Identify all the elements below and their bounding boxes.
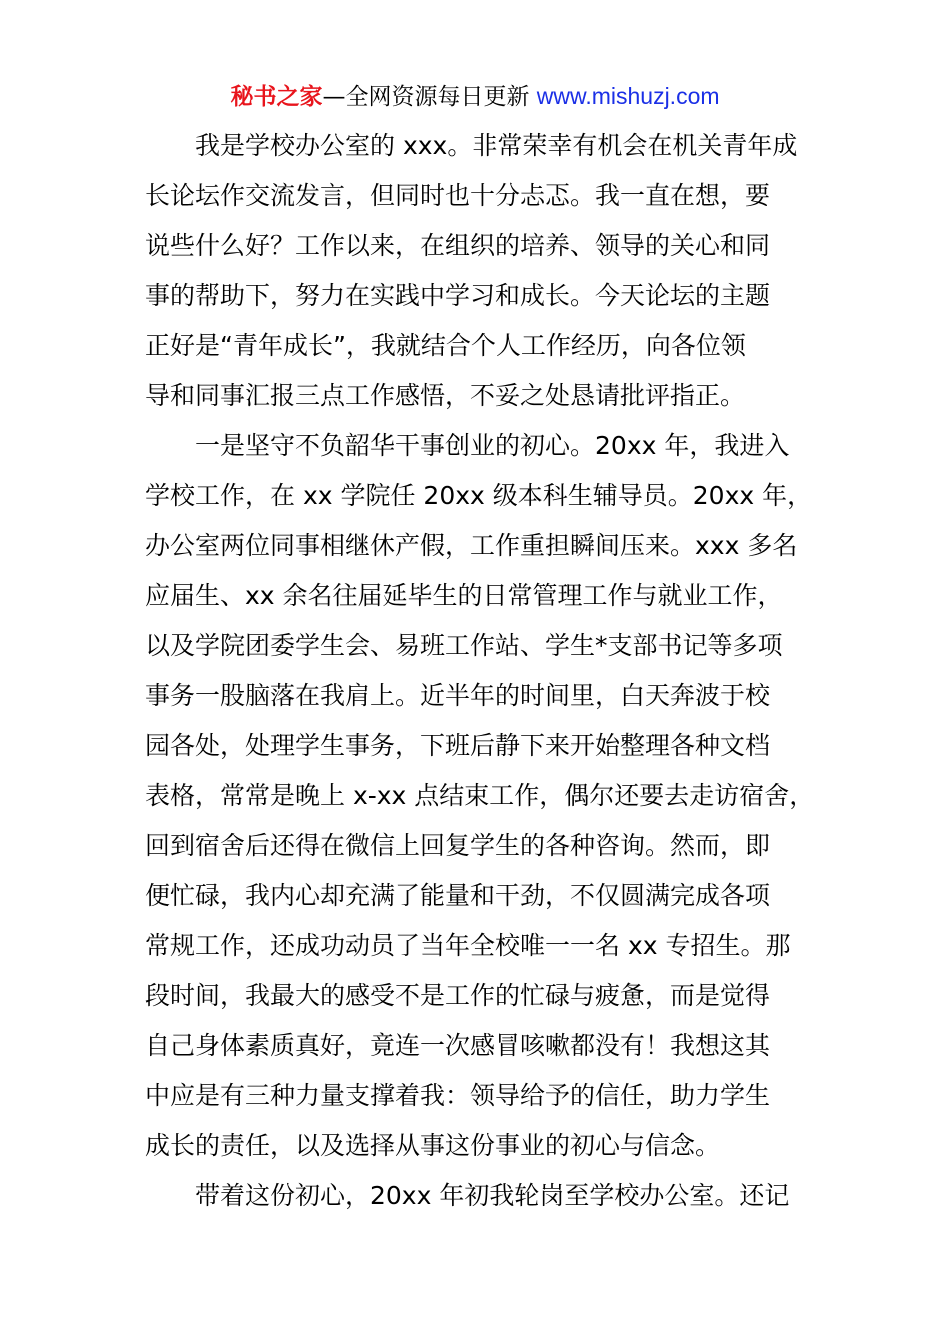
paragraph-intro [145, 121, 825, 421]
text-line: 中应是有三种力量支撑着我：领导给予的信任，助力学生 [145, 1081, 771, 1110]
text-line: 回到宿舍后还得在微信上回复学生的各种咨询。然而，即 [145, 831, 771, 860]
text-line: 应届生、xx 余名往届延毕生的日常管理工作与就业工作， [145, 581, 783, 610]
paragraph-continuation [145, 1171, 825, 1221]
text-line: 办公室两位同事相继休产假，工作重担瞬间压来。xxx 多名 [145, 531, 798, 560]
text-line: 事的帮助下，努力在实践中学习和成长。今天论坛的主题 [145, 281, 771, 310]
text-line: 正好是“青年成长”，我就结合个人工作经历，向各位领 [145, 331, 746, 360]
text-line: 以及学院团委学生会、易班工作站、学生*支部书记等多项 [145, 631, 783, 660]
text-line: 便忙碌，我内心却充满了能量和干劲，不仅圆满完成各项 [145, 881, 771, 910]
text-line: 自己身体素质真好，竟连一次感冒咳嗽都没有！我想这其 [145, 1031, 771, 1060]
text-line: 带着这份初心，20xx 年初我轮岗至学校办公室。还记 [195, 1181, 790, 1210]
page-header [0, 80, 950, 113]
text-line: 导和同事汇报三点工作感悟，不妥之处恳请批评指正。 [145, 381, 746, 410]
paragraph-first-point [145, 421, 825, 1171]
text-line: 我是学校办公室的 xxx。非常荣幸有机会在机关青年成 [195, 131, 798, 160]
text-line: 说些什么好？工作以来，在组织的培养、领导的关心和同 [145, 231, 771, 260]
site-url[interactable]: www.mishuzj.com [536, 83, 720, 109]
text-line: 表格，常常是晚上 x-xx 点结束工作，偶尔还要去走访宿舍， [145, 781, 815, 810]
text-line: 事务一股脑落在我肩上。近半年的时间里，白天奔波于校 [145, 681, 771, 710]
document-body [145, 121, 825, 1221]
header-tagline: —全网资源每日更新 [322, 84, 537, 110]
text-line: 园各处，处理学生事务，下班后静下来开始整理各种文档 [145, 731, 771, 760]
text-line: 学校工作，在 xx 学院任 20xx 级本科生辅导员。20xx 年， [145, 481, 813, 510]
brand-name: 秘书之家 [230, 84, 323, 110]
text-line: 常规工作，还成功动员了当年全校唯一一名 xx 专招生。那 [145, 931, 791, 960]
text-line: 成长的责任，以及选择从事这份事业的初心与信念。 [145, 1131, 721, 1160]
text-line: 长论坛作交流发言，但同时也十分忐忑。我一直在想，要 [145, 181, 771, 210]
text-line: 一是坚守不负韶华干事创业的初心。20xx 年，我进入 [195, 431, 790, 460]
text-line: 段时间，我最大的感受不是工作的忙碌与疲惫，而是觉得 [145, 981, 771, 1010]
